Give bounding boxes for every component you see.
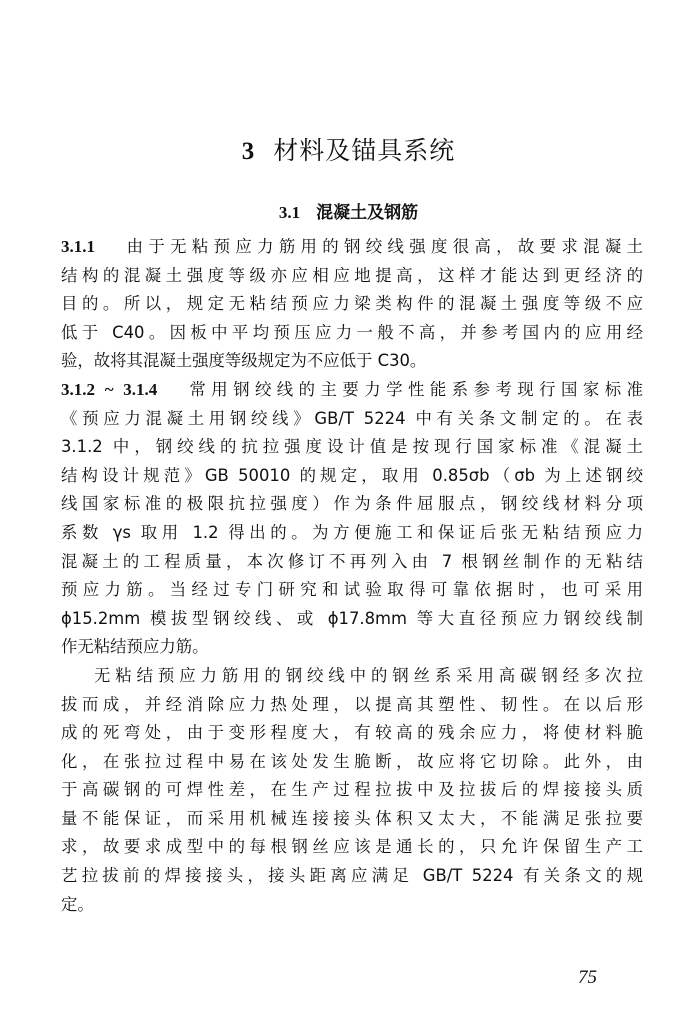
text-line: 目的。所以，规定无粘结预应力梁类构件的混凝土强度等级不应: [61, 294, 643, 314]
text-line: 3.1.2 中，钢绞线的抗拉强度设计值是按现行国家标准《混凝土: [61, 437, 643, 457]
body-text: [61, 233, 643, 919]
text-line: 量不能保证，而采用机械连接接头体积又太大，不能满足张拉要: [61, 808, 643, 828]
clause-number: 3.1.1: [61, 237, 95, 256]
text-line: 于高碳钢的可焊性差，在生产过程拉拔中及拉拔后的焊接接头质: [61, 780, 643, 800]
text-line: 线国家标准的极限抗拉强度）作为条件屈服点，钢绞线材料分项: [61, 494, 643, 514]
chapter-number: 3: [241, 138, 256, 165]
section-title: [0, 198, 697, 223]
text-line: 艺拉拔前的焊接接头，接头距离应满足 GB/T 5224 有关条文的规: [61, 866, 643, 886]
text-line: 成的死弯处，由于变形程度大，有较高的残余应力，将使材料脆: [61, 723, 643, 743]
text-line: 3.1.1 由于无粘预应力筋用的钢绞线强度很高，故要求混凝土: [61, 237, 643, 256]
text-line: 验，故将其混凝土强度等级规定为不应低于 C30。: [61, 351, 427, 371]
text-line: ϕ15.2mm 模拔型钢绞线、或 ϕ17.8mm 等大直径预应力钢绞线制: [61, 608, 643, 628]
text-line: 低于 C40。因板中平均预压应力一般不高，并参考国内的应用经: [61, 322, 643, 342]
clause-number: 3.1.2 ~ 3.1.4: [61, 379, 158, 399]
text-line: 定。: [61, 894, 94, 914]
text-line: 混凝土的工程质量，本次修订不再列入由 7 根钢丝制作的无粘结: [61, 551, 643, 571]
text-line: 化，在张拉过程中易在该处发生脆断，故应将它切除。此外，由: [61, 751, 643, 771]
chapter-title: [0, 131, 697, 167]
text-line: 无粘结预应力筋用的钢绞线中的钢丝系采用高碳钢经多次拉: [94, 665, 643, 685]
section-number: 3.1: [278, 203, 301, 222]
text-line: 系数 γs 取用 1.2 得出的。为方便施工和保证后张无粘结预应力: [61, 522, 643, 542]
section-title-text: 混凝土及钢筋: [316, 203, 419, 223]
text-line: 结构设计规范》GB 50010 的规定，取用 0.85σb（σb 为上述钢绞: [61, 465, 643, 485]
text-line: 求，故要求成型中的每根钢丝应该是通长的，只允许保留生产工: [61, 837, 643, 857]
text-line: 结构的混凝土强度等级亦应相应地提高，这样才能达到更经济的: [61, 265, 643, 285]
text-line: 3.1.2 ~ 3.1.4 常用钢绞线的主要力学性能系参考现行国家标准: [61, 379, 643, 399]
chapter-title-text: 材料及锚具系统: [273, 136, 456, 165]
page-number: 75: [578, 967, 597, 988]
text-line: 预应力筋。当经过专门研究和试验取得可靠依据时，也可采用: [61, 580, 643, 600]
text-line: 拔而成，并经消除应力热处理，以提高其塑性、韧性。在以后形: [61, 694, 643, 714]
text-line: 《预应力混凝土用钢绞线》GB/T 5224 中有关条文制定的。在表: [61, 408, 643, 428]
text-line: 作无粘结预应力筋。: [61, 637, 209, 657]
